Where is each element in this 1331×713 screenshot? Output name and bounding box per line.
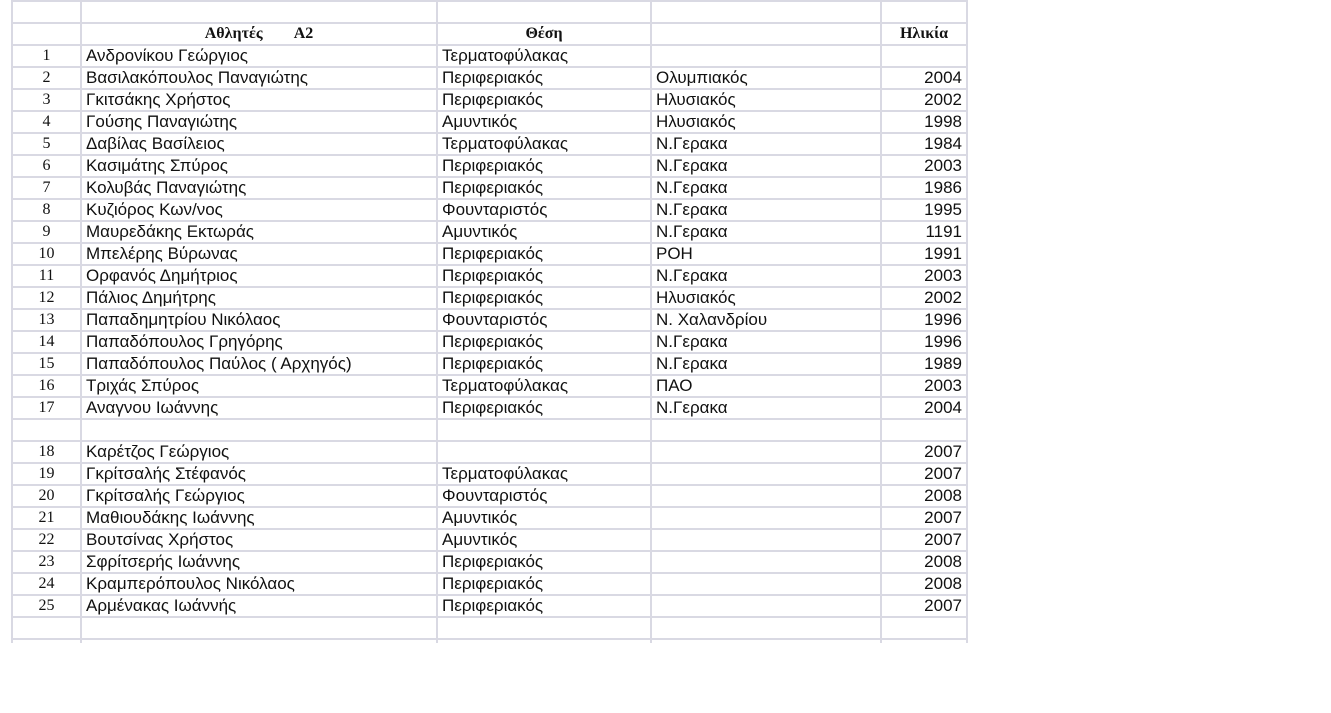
- athlete-name-cell[interactable]: Παπαδημητρίου Νικόλαος: [81, 309, 437, 331]
- athlete-name-cell[interactable]: Ορφανός Δημήτριος: [81, 265, 437, 287]
- row-number-cell[interactable]: [12, 419, 81, 441]
- table-row: [12, 595, 967, 617]
- position-cell[interactable]: [437, 617, 651, 639]
- table-row: [12, 177, 967, 199]
- athlete-name-cell[interactable]: Παπαδόπουλος Παύλος ( Αρχηγός): [81, 353, 437, 375]
- position-cell[interactable]: Περιφεριακός: [437, 551, 651, 573]
- position-cell[interactable]: Περιφεριακός: [437, 155, 651, 177]
- row-number-cell[interactable]: 9: [12, 221, 81, 243]
- birth-year-cell[interactable]: 2008: [881, 551, 967, 573]
- table-row: [12, 67, 967, 89]
- athlete-name-cell[interactable]: Αναγνου Ιωάννης: [81, 397, 437, 419]
- position-cell[interactable]: Φουνταριστός: [437, 199, 651, 221]
- club-cell[interactable]: Ηλυσιακός: [651, 111, 881, 133]
- row-number-cell[interactable]: 10: [12, 243, 81, 265]
- club-cell[interactable]: Ν.Γερακα: [651, 331, 881, 353]
- cell[interactable]: [437, 1, 651, 23]
- row-number-cell[interactable]: 11: [12, 265, 81, 287]
- table-row: [12, 155, 967, 177]
- row-number-cell[interactable]: 21: [12, 507, 81, 529]
- position-cell[interactable]: Περιφεριακός: [437, 243, 651, 265]
- row-number-cell[interactable]: [12, 617, 81, 639]
- athlete-name-cell[interactable]: Βουτσίνας Χρήστος: [81, 529, 437, 551]
- club-cell[interactable]: Ν.Γερακα: [651, 353, 881, 375]
- athlete-name-cell[interactable]: [81, 617, 437, 639]
- birth-year-cell[interactable]: 2002: [881, 287, 967, 309]
- table-row: [12, 507, 967, 529]
- position-cell[interactable]: [437, 441, 651, 463]
- birth-year-cell[interactable]: 1996: [881, 331, 967, 353]
- row-number-cell[interactable]: 4: [12, 111, 81, 133]
- athlete-name-cell[interactable]: Γούσης Παναγιώτης: [81, 111, 437, 133]
- club-cell[interactable]: [651, 595, 881, 617]
- position-cell[interactable]: Περιφεριακός: [437, 265, 651, 287]
- row-number-cell[interactable]: 6: [12, 155, 81, 177]
- cell[interactable]: [12, 639, 81, 643]
- club-cell[interactable]: [651, 573, 881, 595]
- club-cell[interactable]: Ν.Γερακα: [651, 133, 881, 155]
- athlete-name-cell[interactable]: Πάλιος Δημήτρης: [81, 287, 437, 309]
- birth-year-cell[interactable]: 2007: [881, 441, 967, 463]
- club-cell[interactable]: Ν.Γερακα: [651, 199, 881, 221]
- table-row: [12, 485, 967, 507]
- table-row: [12, 221, 967, 243]
- position-cell[interactable]: Περιφεριακός: [437, 177, 651, 199]
- position-cell[interactable]: Περιφεριακός: [437, 397, 651, 419]
- athlete-name-cell[interactable]: Γκρίτσαλής Γεώργιος: [81, 485, 437, 507]
- row-number-cell[interactable]: 5: [12, 133, 81, 155]
- row-number-cell[interactable]: 19: [12, 463, 81, 485]
- header-athletes-label: Αθλητές: [204, 25, 263, 42]
- club-cell[interactable]: Ν.Γερακα: [651, 177, 881, 199]
- position-cell[interactable]: Αμυντικός: [437, 221, 651, 243]
- cell[interactable]: [81, 639, 437, 643]
- club-cell[interactable]: Ν.Γερακα: [651, 265, 881, 287]
- header-age-cell[interactable]: [881, 23, 967, 45]
- row-number-cell[interactable]: 2: [12, 67, 81, 89]
- athlete-name-cell[interactable]: Ανδρονίκου Γεώργιος: [81, 45, 437, 67]
- athlete-name-cell[interactable]: Κολυβάς Παναγιώτης: [81, 177, 437, 199]
- table-row: [12, 441, 967, 463]
- club-cell[interactable]: [651, 45, 881, 67]
- club-cell[interactable]: Ολυμπιακός: [651, 67, 881, 89]
- row-number-cell[interactable]: 17: [12, 397, 81, 419]
- athlete-name-cell[interactable]: Αρμένακας Ιωάννής: [81, 595, 437, 617]
- athlete-name-cell[interactable]: Παπαδόπουλος Γρηγόρης: [81, 331, 437, 353]
- birth-year-cell[interactable]: 1989: [881, 353, 967, 375]
- header-position-cell[interactable]: [437, 23, 651, 45]
- header-age-label: Ηλικία: [899, 25, 949, 42]
- table-row: [12, 287, 967, 309]
- header-row: [12, 23, 967, 45]
- athlete-name-cell[interactable]: Τριχάς Σπύρος: [81, 375, 437, 397]
- table-row: [12, 133, 967, 155]
- birth-year-cell[interactable]: 1995: [881, 199, 967, 221]
- athlete-name-cell[interactable]: Βασιλακόπουλος Παναγιώτης: [81, 67, 437, 89]
- club-cell[interactable]: ΠΑΟ: [651, 375, 881, 397]
- row-number-cell[interactable]: 22: [12, 529, 81, 551]
- club-cell[interactable]: ΡΟΗ: [651, 243, 881, 265]
- row-number-cell[interactable]: 13: [12, 309, 81, 331]
- row-number-cell[interactable]: 24: [12, 573, 81, 595]
- table-row: [12, 463, 967, 485]
- cell[interactable]: [12, 1, 81, 23]
- birth-year-cell[interactable]: 1996: [881, 309, 967, 331]
- club-cell[interactable]: Ηλυσιακός: [651, 287, 881, 309]
- birth-year-cell[interactable]: 2004: [881, 67, 967, 89]
- birth-year-cell[interactable]: 1991: [881, 243, 967, 265]
- position-cell[interactable]: Τερματοφύλακας: [437, 45, 651, 67]
- birth-year-cell[interactable]: 1998: [881, 111, 967, 133]
- table-row: [12, 397, 967, 419]
- row-number-cell[interactable]: 25: [12, 595, 81, 617]
- row-number-cell[interactable]: 18: [12, 441, 81, 463]
- position-cell[interactable]: Αμυντικός: [437, 507, 651, 529]
- athlete-name-cell[interactable]: Γκρίτσαλής Στέφανός: [81, 463, 437, 485]
- athlete-name-cell[interactable]: Καρέτζος Γεώργιος: [81, 441, 437, 463]
- position-cell[interactable]: Περιφεριακός: [437, 331, 651, 353]
- athlete-name-cell[interactable]: Κραμπερόπουλος Νικόλαος: [81, 573, 437, 595]
- header-position-label: Θέση: [525, 25, 563, 42]
- table-row: [12, 375, 967, 397]
- row-number-cell[interactable]: 3: [12, 89, 81, 111]
- birth-year-cell[interactable]: 2008: [881, 485, 967, 507]
- club-cell[interactable]: Ν.Γερακα: [651, 155, 881, 177]
- table-row: [12, 265, 967, 287]
- table-row: [12, 199, 967, 221]
- table-row: [12, 573, 967, 595]
- row-number-cell[interactable]: 15: [12, 353, 81, 375]
- row-number-cell[interactable]: 7: [12, 177, 81, 199]
- position-cell[interactable]: Φουνταριστός: [437, 309, 651, 331]
- club-cell[interactable]: Ηλυσιακός: [651, 89, 881, 111]
- athlete-name-cell[interactable]: Κυζιόρος Κων/νος: [81, 199, 437, 221]
- table-row: [12, 89, 967, 111]
- table-row: [12, 617, 967, 639]
- birth-year-cell[interactable]: 2004: [881, 397, 967, 419]
- birth-year-cell[interactable]: 2003: [881, 155, 967, 177]
- athlete-name-cell[interactable]: Μπελέρης Βύρωνας: [81, 243, 437, 265]
- table-row: [12, 111, 967, 133]
- position-cell[interactable]: Περιφεριακός: [437, 353, 651, 375]
- table-row: [12, 529, 967, 551]
- row-number-cell[interactable]: 16: [12, 375, 81, 397]
- table-row: [12, 419, 967, 441]
- row-number-cell[interactable]: 1: [12, 45, 81, 67]
- club-cell[interactable]: Ν.Γερακα: [651, 221, 881, 243]
- club-cell[interactable]: Ν. Χαλανδρίου: [651, 309, 881, 331]
- cut-off-row: [12, 639, 967, 643]
- row-number-cell[interactable]: 14: [12, 331, 81, 353]
- athlete-name-cell[interactable]: Γκιτσάκης Χρήστος: [81, 89, 437, 111]
- table-row: [12, 353, 967, 375]
- club-cell[interactable]: [651, 485, 881, 507]
- birth-year-cell[interactable]: 2002: [881, 89, 967, 111]
- blank-top-row: [12, 1, 967, 23]
- table-row: [12, 331, 967, 353]
- club-cell[interactable]: [651, 507, 881, 529]
- birth-year-cell[interactable]: 2003: [881, 265, 967, 287]
- athlete-name-cell[interactable]: [81, 419, 437, 441]
- club-cell[interactable]: [651, 419, 881, 441]
- athlete-name-cell[interactable]: Σφρίτσερής Ιωάννης: [81, 551, 437, 573]
- position-cell[interactable]: Περιφεριακός: [437, 67, 651, 89]
- row-number-cell[interactable]: 12: [12, 287, 81, 309]
- athlete-name-cell[interactable]: Μαθιουδάκης Ιωάννης: [81, 507, 437, 529]
- birth-year-cell[interactable]: 1986: [881, 177, 967, 199]
- cell[interactable]: [651, 1, 881, 23]
- birth-year-cell[interactable]: 2007: [881, 595, 967, 617]
- header-number-cell[interactable]: [12, 23, 81, 45]
- cell[interactable]: [437, 639, 651, 643]
- birth-year-cell[interactable]: 2003: [881, 375, 967, 397]
- position-cell[interactable]: [437, 419, 651, 441]
- table-row: [12, 309, 967, 331]
- position-cell[interactable]: Αμυντικός: [437, 111, 651, 133]
- athlete-name-cell[interactable]: Μαυρεδάκης Εκτωράς: [81, 221, 437, 243]
- birth-year-cell[interactable]: 1191: [881, 221, 967, 243]
- birth-year-cell[interactable]: 2007: [881, 463, 967, 485]
- cell[interactable]: [881, 1, 967, 23]
- position-cell[interactable]: Αμυντικός: [437, 529, 651, 551]
- club-cell[interactable]: [651, 463, 881, 485]
- position-cell[interactable]: Περιφεριακός: [437, 595, 651, 617]
- cell[interactable]: [881, 639, 967, 643]
- club-cell[interactable]: Ν.Γερακα: [651, 397, 881, 419]
- club-cell[interactable]: [651, 529, 881, 551]
- birth-year-cell[interactable]: [881, 617, 967, 639]
- table-row: [12, 45, 967, 67]
- birth-year-cell[interactable]: [881, 45, 967, 67]
- position-cell[interactable]: Τερματοφύλακας: [437, 375, 651, 397]
- header-club-cell[interactable]: [651, 23, 881, 45]
- cell[interactable]: [81, 1, 437, 23]
- sheet-body: [12, 1, 967, 643]
- position-cell[interactable]: Περιφεριακός: [437, 573, 651, 595]
- header-athletes-cell[interactable]: [81, 23, 437, 45]
- club-cell[interactable]: [651, 441, 881, 463]
- position-cell[interactable]: Τερματοφύλακας: [437, 463, 651, 485]
- row-number-cell[interactable]: 8: [12, 199, 81, 221]
- birth-year-cell[interactable]: 2008: [881, 573, 967, 595]
- position-cell[interactable]: Περιφεριακός: [437, 89, 651, 111]
- table-row: [12, 243, 967, 265]
- cell[interactable]: [651, 639, 881, 643]
- header-group-label: Α2: [293, 25, 314, 42]
- row-number-cell[interactable]: 20: [12, 485, 81, 507]
- club-cell[interactable]: [651, 617, 881, 639]
- position-cell[interactable]: Φουνταριστός: [437, 485, 651, 507]
- birth-year-cell[interactable]: 2007: [881, 529, 967, 551]
- position-cell[interactable]: Τερματοφύλακας: [437, 133, 651, 155]
- athlete-name-cell[interactable]: Κασιμάτης Σπύρος: [81, 155, 437, 177]
- athletes-sheet: [11, 0, 968, 643]
- table-row: [12, 551, 967, 573]
- row-number-cell[interactable]: 23: [12, 551, 81, 573]
- club-cell[interactable]: [651, 551, 881, 573]
- birth-year-cell[interactable]: 2007: [881, 507, 967, 529]
- birth-year-cell[interactable]: [881, 419, 967, 441]
- position-cell[interactable]: Περιφεριακός: [437, 287, 651, 309]
- birth-year-cell[interactable]: 1984: [881, 133, 967, 155]
- athlete-name-cell[interactable]: Δαβίλας Βασίλειος: [81, 133, 437, 155]
